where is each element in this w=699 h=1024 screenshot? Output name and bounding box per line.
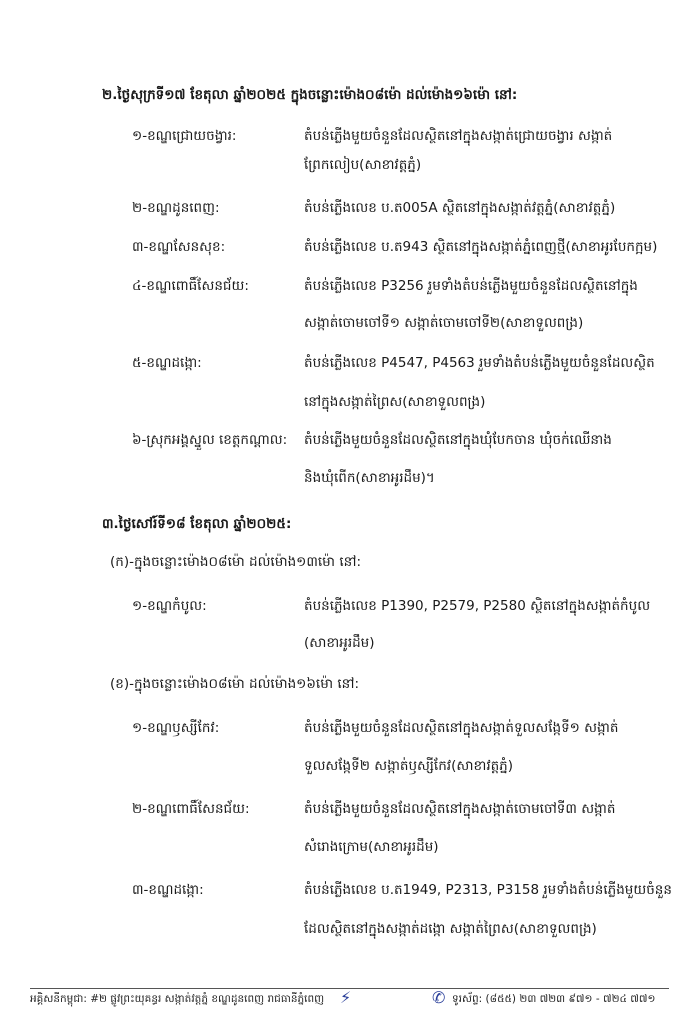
day2-item-1-desc-1: តំបន់ភ្លើងមួយចំនួនដែលស្ថិតនៅក្នុងសង្កាត់ជ្រោយចង្វារ សង្កាត់ — [304, 128, 613, 144]
day3-b-item-2-desc-2: សំរោងក្រោម(សាខាអូរដឹម) — [304, 839, 439, 855]
day3-a-item-1-label: ១-ខណ្ឌកំបូល: — [132, 598, 207, 614]
day2-item-1-desc-2: ព្រែកលៀប(សាខាវត្តភ្នំ) — [304, 157, 422, 173]
day2-item-6-label: ៦-ស្រុកអង្គស្នួល ខេត្តកណ្តាល: — [132, 432, 288, 448]
day3-b-item-3-desc-1: តំបន់ភ្លើងលេខ ប.ត1949, P2313, P3158 រួមទាំងតំបន់ភ្លើងមួយចំនួន — [304, 882, 672, 898]
day2-item-3-desc-1: តំបន់ភ្លើងលេខ ប.ត943 ស្ថិតនៅក្នុងសង្កាត់ភ្នំពេញថ្មី(សាខាអូរបែកក្អម) — [304, 239, 658, 255]
day3-b-item-1-desc-2: ទួលសង្កែទី២ សង្កាត់ឫស្សីកែវ(សាខាវត្តភ្នំ) — [304, 758, 514, 774]
day2-item-6-desc-1: តំបន់ភ្លើងមួយចំនួនដែលស្ថិតនៅក្នុងឃុំបែកចាន ឃុំចក់ឈើនាង — [304, 432, 612, 448]
day2-header: ២.ថ្ងៃសុក្រទី១៧ ខែតុលា ឆ្នាំ២០២៥ ក្នុងចន្លោះម៉ោង០៨ម៉ោ ដល់ម៉ោង១៦ម៉ោ នៅ: — [102, 87, 518, 103]
signature-mark-icon: ⚡ — [340, 988, 352, 1007]
day3-b-item-2-desc-1: តំបន់ភ្លើងមួយចំនួនដែលស្ថិតនៅក្នុងសង្កាត់ចោមចៅទី៣ សង្កាត់ — [304, 801, 616, 817]
day3-a-item-1-desc-1: តំបន់ភ្លើងលេខ P1390, P2579, P2580 ស្ថិតនៅក្នុងសង្កាត់កំបូល — [304, 598, 651, 614]
day2-item-3-label: ៣-ខណ្ឌសែនសុខ: — [132, 239, 226, 255]
day2-item-5-desc-1: តំបន់ភ្លើងលេខ P4547, P4563 រួមទាំងតំបន់ភ្លើងមួយចំនួនដែលស្ថិត — [304, 355, 655, 371]
footer-address: អគ្គិសនីកម្ពុជា: #២ ផ្លូវព្រះយុគន្ធរ សង្កាត់វត្តភ្នំ ខណ្ឌដូនពេញ រាជធានីភ្នំពេញ — [30, 993, 325, 1005]
day3-b-item-3-desc-2: ដែលស្ថិតនៅក្នុងសង្កាត់ដង្កោ សង្កាត់ព្រៃស(សាខាទួលពង្រ) — [304, 921, 597, 937]
day2-item-6-desc-2: និងឃុំពើក(សាខាអូរដឹម)។ — [304, 470, 435, 486]
day2-item-4-desc-2: សង្កាត់ចោមចៅទី១ សង្កាត់ចោមចៅទី២(សាខាទួលពង្រ) — [304, 315, 584, 331]
day3-sub-a: (ក)-ក្នុងចន្លោះម៉ោង០៨ម៉ោ ដល់ម៉ោង១៣ម៉ោ នៅ: — [110, 554, 362, 570]
phone-mark-icon: ✆ — [432, 988, 446, 1007]
day2-item-5-label: ៥-ខណ្ឌដង្កោ: — [132, 355, 202, 371]
footer-phone: ទូរស័ព្ទ: (៨៥៥) ២៣ ៧២៣ ៩៧១ - ៧២៤ ៧៧១ — [452, 993, 656, 1005]
day2-item-4-label: ៤-ខណ្ឌពោធិ៍សែនជ័យ: — [132, 278, 249, 294]
day2-item-5-desc-2: នៅក្នុងសង្កាត់ព្រៃស(សាខាទួលពង្រ) — [304, 394, 486, 410]
day3-a-item-1-desc-2: (សាខាអូរដឹម) — [304, 635, 375, 651]
day2-item-2-label: ២-ខណ្ឌដូនពេញ: — [132, 200, 220, 216]
day2-item-2-desc-1: តំបន់ភ្លើងលេខ ប.ត005A ស្ថិតនៅក្នុងសង្កាត់វត្តភ្នំ(សាខាវត្តភ្នំ) — [304, 200, 616, 216]
day3-b-item-1-desc-1: តំបន់ភ្លើងមួយចំនួនដែលស្ថិតនៅក្នុងសង្កាត់ទួលសង្កែទី១ សង្កាត់ — [304, 720, 619, 736]
day3-b-item-2-label: ២-ខណ្ឌពោធិ៍សែនជ័យ: — [132, 801, 250, 817]
day3-header: ៣.ថ្ងៃសៅរ៍ទី១៨ ខែតុលា ឆ្នាំ២០២៥: — [102, 516, 292, 532]
day3-b-item-1-label: ១-ខណ្ឌឫស្សីកែវ: — [132, 720, 220, 736]
day2-item-1-label: ១-ខណ្ឌជ្រោយចង្វារ: — [132, 128, 237, 144]
day3-b-item-3-label: ៣-ខណ្ឌដង្កោ: — [132, 882, 204, 898]
day2-item-4-desc-1: តំបន់ភ្លើងលេខ P3256 រួមទាំងតំបន់ភ្លើងមួយចំនួនដែលស្ថិតនៅក្នុង — [304, 278, 638, 294]
day3-sub-b: (ខ)-ក្នុងចន្លោះម៉ោង០៨ម៉ោ ដល់ម៉ោង១៦ម៉ោ នៅ: — [110, 676, 360, 692]
